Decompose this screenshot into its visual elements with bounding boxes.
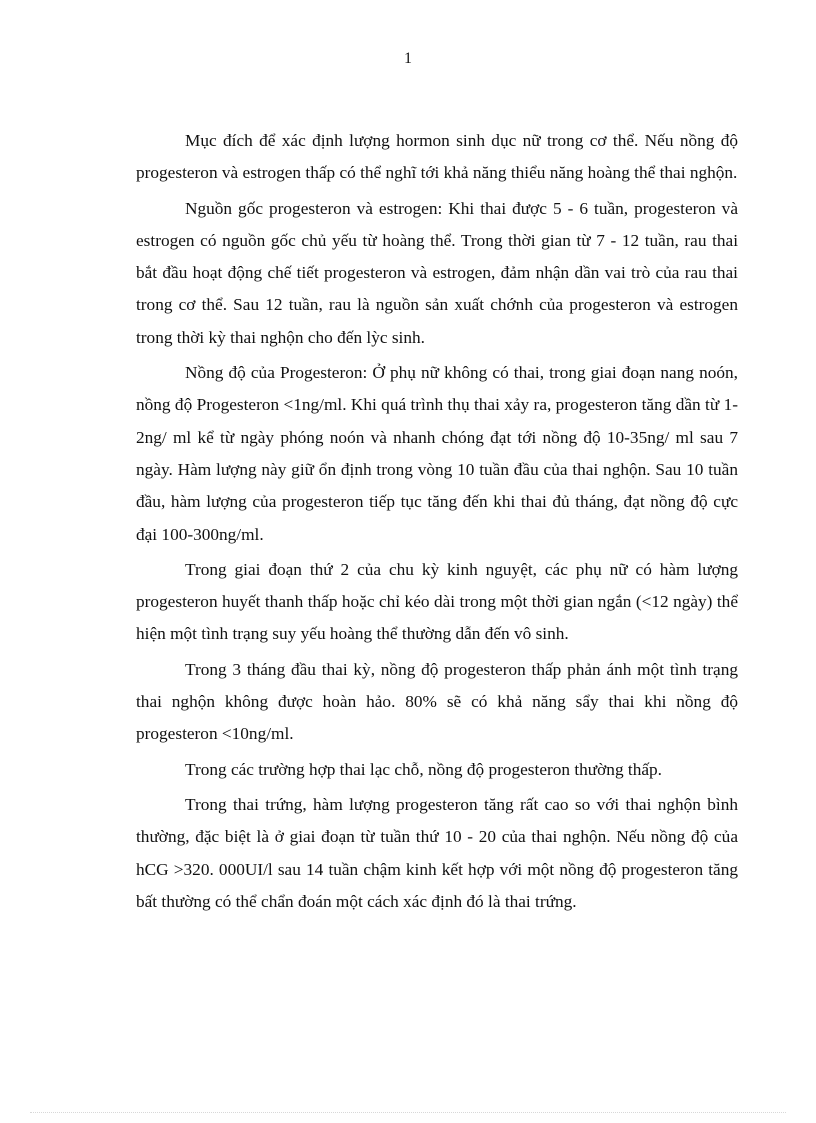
- page-number: 1: [404, 50, 412, 67]
- paragraph-purpose: Mục đích để xác định lượng hormon sinh dục nữ trong cơ thể. Nếu nồng độ progesteron và estrogen thấp có thể nghĩ tới khả năng thiểu năng hoàng thể thai nghộn.: [136, 131, 738, 183]
- page-bottom-divider: [30, 1112, 786, 1113]
- paragraph-progesterone-levels: Nồng độ của Progesteron: Ở phụ nữ không có thai, trong giai đoạn nang noón, nồng độ Progesteron <1ng/ml. Khi quá trình thụ thai xảy ra, progesteron tăng dần từ 1-2ng/ ml kể từ ngày phóng noón và nhanh chóng đạt tới nồng độ 10-35ng/ ml sau 7 ngày. Hàm lượng này giữ ổn định trong vòng 10 tuần đầu của thai nghộn. Sau 10 tuần đầu, hàm lượng của progesteron tiếp tục tăng đến khi thai đủ tháng, đạt nồng độ cực đại 100-300ng/ml.: [136, 363, 738, 544]
- paragraph-hormone-origin: Nguồn gốc progesteron và estrogen: Khi thai được 5 - 6 tuần, progesteron và estrogen có nguồn gốc chủ yếu từ hoàng thể. Trong thời gian từ 7 - 12 tuần, rau thai bắt đầu hoạt động chế tiết progesteron và estrogen, đảm nhận dần vai trò của rau thai trong cơ thể. Sau 12 tuần, rau là nguồn sản xuất chớnh của progesteron và estrogen trong thời kỳ thai nghộn cho đến lỳc sinh.: [136, 198, 738, 347]
- paragraph-luteal-phase: Trong giai đoạn thứ 2 của chu kỳ kinh nguyệt, các phụ nữ có hàm lượng progesteron huyết thanh thấp hoặc chỉ kéo dài trong một thời gian ngắn (<12 ngày) thể hiện một tình trạng suy yếu hoàng thể thường dẫn đến vô sinh.: [136, 559, 738, 644]
- paragraph-first-trimester: Trong 3 tháng đầu thai kỳ, nồng độ progesteron thấp phản ánh một tình trạng thai nghộn không được hoàn hảo. 80% sẽ có khả năng sẩy thai khi nồng độ progesteron <10ng/ml.: [136, 659, 738, 744]
- document-body: [136, 125, 738, 921]
- paragraph-molar-pregnancy: Trong thai trứng, hàm lượng progesteron tăng rất cao so với thai nghộn bình thường, đặc biệt là ở giai đoạn từ tuần thứ 10 - 20 của thai nghộn. Nếu nồng độ của hCG >320. 000UI/l sau 14 tuần chậm kinh kết hợp với một nồng độ progesteron tăng bất thường có thể chẩn đoán một cách xác định đó là thai trứng.: [136, 794, 738, 911]
- paragraph-ectopic-pregnancy: Trong các trường hợp thai lạc chỗ, nồng độ progesteron thường thấp.: [185, 759, 662, 779]
